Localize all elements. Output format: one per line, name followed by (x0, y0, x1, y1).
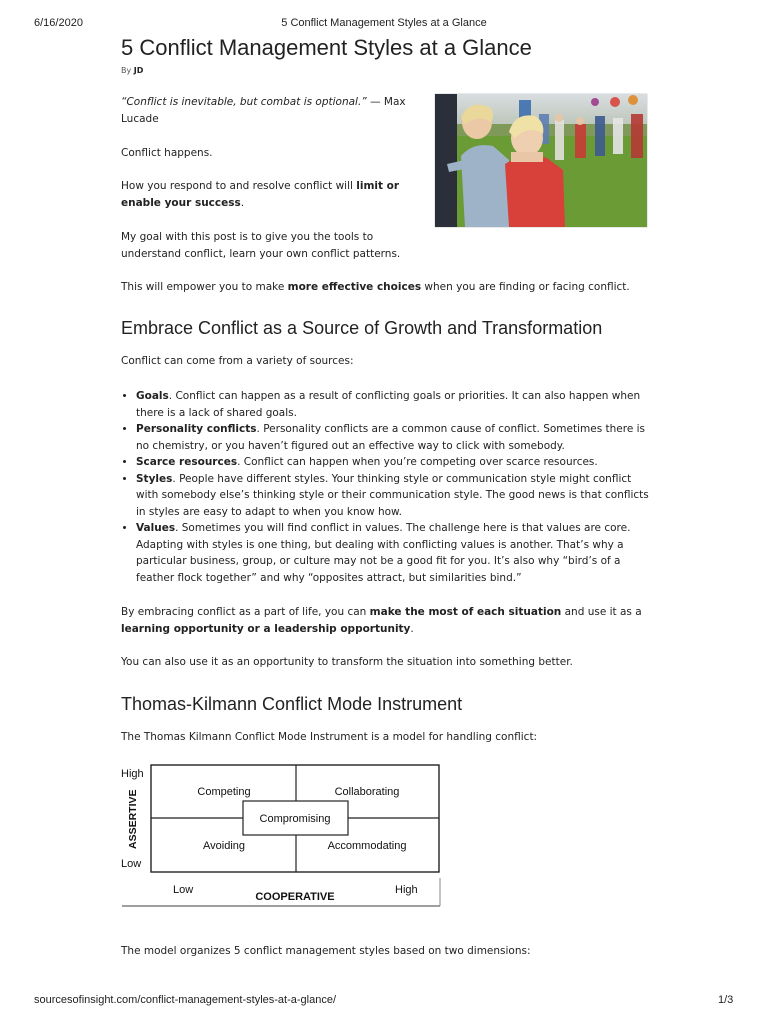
list-item: • Values. Sometimes you will find conflict in values. The challenge here is that values are core. Adapting with styles is one thing, but dealing with conflicting values is another. That’s why a particular business, group, or culture may not be a good fit for you. It’s also why “bird’s of a feather flock together” and why “opposites attract, but similarities bind.” (136, 520, 649, 586)
sources-list (121, 388, 649, 586)
quadrant-avoiding: Avoiding (203, 840, 245, 852)
tki-outro: The model organizes 5 conflict management styles based on two dimensions: (121, 945, 531, 957)
tki-diagram (118, 760, 444, 910)
author-link[interactable]: JD (133, 66, 144, 75)
byline (121, 66, 143, 75)
quadrant-collaborating: Collaborating (334, 786, 400, 798)
y-high-label: High (121, 768, 144, 780)
intro-p3: My goal with this post is to give you the tools to understand conflict, learn your own conflict patterns. (121, 231, 401, 260)
print-page-title: 5 Conflict Management Styles at a Glance (281, 17, 487, 29)
print-footer-page: 1/3 (718, 994, 734, 1006)
quote-text: “Conflict is inevitable, but combat is optional.” (121, 96, 367, 108)
children-photo-illustration (435, 94, 647, 227)
x-low-label: Low (173, 884, 194, 896)
x-high-label: High (395, 884, 418, 896)
print-footer-url: sourcesofinsight.com/conflict-management-styles-at-a-glance/ (34, 994, 337, 1006)
intro-p1: Conflict happens. (121, 147, 213, 159)
article-photo (435, 94, 647, 227)
intro-p4: This will empower you to make more effective choices when you are finding or facing conflict. (121, 281, 630, 293)
section-heading-embrace: Embrace Conflict as a Source of Growth and Transformation (121, 318, 603, 338)
quadrant-competing: Competing (197, 786, 251, 798)
print-date: 6/16/2020 (34, 17, 83, 29)
x-axis-label: COOPERATIVE (255, 891, 335, 903)
tki-intro: The Thomas Kilmann Conflict Mode Instrument is a model for handling conflict: (121, 731, 538, 743)
quote-attribution: — Max Lucade (121, 96, 406, 125)
list-item: • Scarce resources. Conflict can happen when you’re competing over scarce resources. (136, 454, 649, 471)
list-item: • Goals. Conflict can happen as a result of conflicting goals or priorities. It can also happen when there is a lack of shared goals. (136, 388, 649, 421)
intro-quote (121, 94, 419, 127)
byline-prefix: By (121, 66, 132, 75)
y-low-label: Low (121, 858, 142, 870)
section-heading-tki: Thomas-Kilmann Conflict Mode Instrument (121, 694, 463, 714)
list-item: • Styles. People have different styles. Your thinking style or communication style might conflict with somebody else’s thinking style or their communication style. The good news is that conflicts in styles are easy to adapt to when you know how. (136, 471, 649, 521)
intro-p2: How you respond to and resolve conflict will limit or enable your success. (121, 180, 400, 209)
article-title: 5 Conflict Management Styles at a Glance (121, 35, 532, 60)
list-item: • Personality conflicts. Personality conflicts are a common cause of conflict. Sometimes there is no chemistry, or you haven’t figured out an effective way to click with somebody. (136, 421, 649, 454)
transform-paragraph: You can also use it as an opportunity to transform the situation into something better. (121, 656, 573, 668)
quadrant-compromising: Compromising (259, 813, 331, 825)
quadrant-accommodating: Accommodating (327, 840, 407, 852)
sources-intro: Conflict can come from a variety of sources: (121, 355, 354, 367)
embrace-paragraph: By embracing conflict as a part of life, you can make the most of each situation and use it as a learning opportunity or a leadership opportunity. (121, 606, 642, 635)
y-axis-label: ASSERTIVE (127, 789, 139, 849)
